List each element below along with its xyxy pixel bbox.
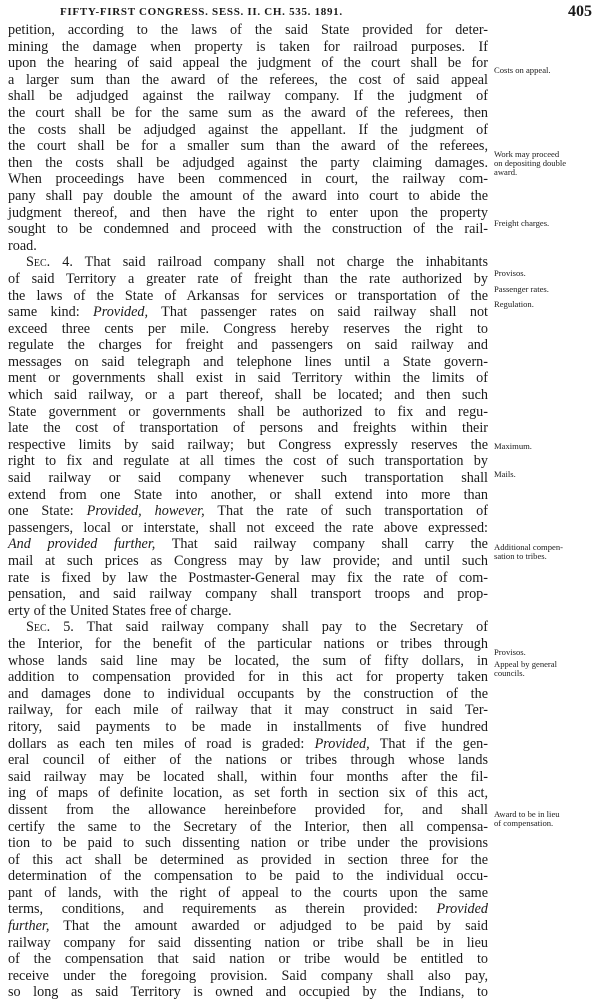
line-text: determination of the compensation to be paid to the individual occu- bbox=[8, 868, 488, 885]
margin-note bbox=[494, 543, 598, 561]
line-text: of this act shall be determined as provided in section three for the bbox=[8, 851, 488, 868]
line-text: rate is fixed by law the Postmaster-General may fix the rate of com- bbox=[8, 569, 488, 586]
margin-note bbox=[494, 150, 598, 178]
text-line bbox=[8, 337, 488, 354]
text-line bbox=[8, 155, 488, 172]
text-line bbox=[8, 370, 488, 387]
margin-note-line: Costs on appeal. bbox=[494, 65, 551, 75]
margin-note bbox=[494, 442, 598, 451]
margin-note-line: Freight charges. bbox=[494, 218, 550, 228]
text-line bbox=[8, 304, 488, 321]
line-text: erty of the United States free of charge. bbox=[8, 602, 232, 619]
margin-note-line: Passenger rates. bbox=[494, 284, 549, 294]
text-line bbox=[8, 885, 488, 902]
margin-note bbox=[494, 66, 598, 75]
line-text: petition, according to the laws of the said State provided for deter- bbox=[8, 22, 488, 38]
text-line bbox=[8, 752, 488, 769]
line-text: railway company for said dissenting nation or tribe shall be in lieu bbox=[8, 934, 488, 951]
line-text: then the costs shall be adjudged against the party claiming damages. bbox=[8, 154, 488, 171]
line-text: so long as said Territory is owned and occupied by the Indians, to bbox=[8, 984, 488, 1001]
line-text: same kind: bbox=[8, 304, 94, 321]
line-text: the Interior, for the benefit of the particular nations or tribes through bbox=[8, 635, 488, 652]
line-text: the court shall be for the same sum as the award of the referees, then bbox=[8, 104, 488, 121]
line-text: shall be adjudged against the railway company. If the judgment of bbox=[8, 88, 488, 105]
margin-note bbox=[494, 269, 598, 278]
line-text: sought to be condemned and proceed with the construction of the rail- bbox=[8, 221, 488, 238]
margin-note-line: award. bbox=[494, 167, 518, 178]
text-line bbox=[8, 22, 488, 39]
line-text-rest: That passenger rates on said railway shall not bbox=[148, 304, 488, 321]
italic-proviso: Provided, bbox=[93, 304, 149, 321]
text-line bbox=[8, 951, 488, 968]
margin-note-line: Regulation. bbox=[494, 299, 534, 309]
margin-note bbox=[494, 470, 598, 479]
margin-note bbox=[494, 300, 598, 309]
section-label: Sec. 5. bbox=[26, 619, 74, 636]
text-line bbox=[8, 968, 488, 985]
text-line bbox=[8, 536, 488, 553]
line-text: upon the hearing of said appeal the judgment of the court shall be for bbox=[8, 55, 488, 72]
margin-note bbox=[494, 810, 598, 828]
text-line bbox=[8, 802, 488, 819]
text-line bbox=[8, 72, 488, 89]
margin-note-line: Additional compen- bbox=[494, 542, 563, 552]
text-line bbox=[8, 171, 488, 188]
line-text: ing of maps of definite location, as set forth in section six of this act, bbox=[8, 785, 488, 802]
line-text: which said railway, or a part thereof, shall be located; and then such bbox=[8, 387, 488, 404]
text-line bbox=[8, 205, 488, 222]
line-text: a larger sum than the award of the referees, the cost of said appeal bbox=[8, 71, 488, 88]
running-title: FIFTY-FIRST CONGRESS. SESS. II. CH. 535. 1891. bbox=[60, 6, 343, 18]
text-line bbox=[8, 603, 488, 620]
statute-text bbox=[8, 22, 488, 1001]
text-line bbox=[8, 188, 488, 205]
margin-note-line: Maximum. bbox=[494, 441, 532, 451]
text-line bbox=[8, 553, 488, 570]
text-line bbox=[8, 653, 488, 670]
page-number: 405 bbox=[568, 3, 592, 20]
text-line bbox=[8, 354, 488, 371]
line-text: said railway may be located shall, within four months after the fil- bbox=[8, 768, 488, 785]
text-line bbox=[8, 686, 488, 703]
text-line bbox=[8, 271, 488, 288]
text-line bbox=[8, 819, 488, 836]
text-line bbox=[8, 984, 488, 1001]
text-line bbox=[8, 404, 488, 421]
text-line bbox=[8, 785, 488, 802]
text-line bbox=[8, 55, 488, 72]
margin-note bbox=[494, 219, 598, 228]
line-text: judgment thereof, and then have the right to enter upon the property bbox=[8, 204, 488, 221]
margin-note-line: Appeal by general bbox=[494, 659, 557, 669]
text-line bbox=[8, 570, 488, 587]
line-text: eral council of either of the nations or tribes through whose lands bbox=[8, 752, 488, 769]
text-line bbox=[8, 387, 488, 404]
line-text: and damages done to individual occupants by the construction of the bbox=[8, 685, 488, 702]
line-text: regulate the charges for freight and passengers on said railway and bbox=[8, 337, 488, 354]
margin-note-line: on depositing double bbox=[494, 158, 567, 169]
line-text: of said Territory a greater rate of freight than the rate authorized by bbox=[8, 270, 488, 287]
margin-note-line: Work may proceed bbox=[494, 149, 560, 159]
italic-proviso: Provided bbox=[436, 901, 488, 918]
text-line bbox=[8, 503, 488, 520]
line-text: extend from one State into another, or shall extend into more than bbox=[8, 486, 488, 503]
text-line bbox=[8, 487, 488, 504]
text-line bbox=[8, 935, 488, 952]
line-text: road. bbox=[8, 237, 37, 254]
text-line bbox=[8, 221, 488, 238]
line-text: addition to compensation provided for in this act for property taken bbox=[8, 669, 488, 686]
line-text: messages on said telegraph and telephone lines until a State govern- bbox=[8, 353, 488, 370]
line-text: the court shall be for a smaller sum than the award of the referees, bbox=[8, 138, 488, 155]
text-line bbox=[8, 88, 488, 105]
margin-note-line: Provisos. bbox=[494, 647, 526, 657]
text-line bbox=[8, 619, 488, 636]
running-header bbox=[0, 3, 600, 23]
margin-note-line: of compensation. bbox=[494, 818, 554, 829]
text-line bbox=[8, 39, 488, 56]
line-text: tion to be paid to such dissenting nation or tribe under the provisions bbox=[8, 835, 488, 852]
line-text: pensation, and said railway company shall transport troops and prop- bbox=[8, 586, 488, 603]
line-text-rest: That if the gen- bbox=[369, 735, 488, 752]
margin-note-line: Provisos. bbox=[494, 268, 526, 278]
text-line bbox=[8, 437, 488, 454]
text-line bbox=[8, 918, 488, 935]
text-line bbox=[8, 288, 488, 305]
line-text: one State: bbox=[8, 503, 87, 520]
line-text: That said railway company shall pay to the Secretary of bbox=[73, 619, 488, 636]
margin-note bbox=[494, 285, 598, 294]
line-text: passengers, local or interstate, shall not exceed the rate above expressed: bbox=[8, 519, 488, 536]
italic-proviso: further, bbox=[8, 918, 50, 935]
text-line bbox=[8, 868, 488, 885]
text-line bbox=[8, 586, 488, 603]
margin-note-line: Award to be in lieu bbox=[494, 809, 560, 819]
line-text: That said railroad company shall not charge the inhabitants bbox=[72, 254, 489, 271]
text-line bbox=[8, 835, 488, 852]
text-line bbox=[8, 138, 488, 155]
section-label: Sec. 4. bbox=[26, 254, 73, 271]
line-text: terms, conditions, and requirements as therein provided: bbox=[8, 901, 437, 918]
text-line bbox=[8, 719, 488, 736]
text-line bbox=[8, 453, 488, 470]
text-line bbox=[8, 254, 488, 271]
italic-proviso: And provided further, bbox=[8, 536, 156, 553]
line-text: mail at such prices as Congress may by law provide; and until such bbox=[8, 553, 488, 569]
line-text: mining the damage when property is taken for railroad purposes. If bbox=[8, 38, 488, 55]
line-text-rest: That said railway company shall carry the bbox=[155, 536, 488, 553]
text-line bbox=[8, 321, 488, 338]
text-line bbox=[8, 769, 488, 786]
margin-note-line: councils. bbox=[494, 668, 525, 679]
line-text: exceed three cents per mile. Congress hereby reserves the right to bbox=[8, 320, 488, 337]
margin-note bbox=[494, 660, 598, 678]
margin-note bbox=[494, 648, 598, 657]
line-text: respective limits by said railway; but Congress expressly reserves the bbox=[8, 436, 488, 453]
line-text: of the compensation that said nation or tribe would be entitled to bbox=[8, 951, 488, 968]
line-text: said railway or said company whenever such transportation shall bbox=[8, 470, 488, 487]
text-line bbox=[8, 105, 488, 122]
margin-note-line: sation to tribes. bbox=[494, 551, 547, 562]
text-line bbox=[8, 470, 488, 487]
text-line bbox=[8, 520, 488, 537]
text-line bbox=[8, 636, 488, 653]
line-text: dissent from the allowance hereinbefore provided for, and shall bbox=[8, 801, 488, 818]
margin-note-line: Mails. bbox=[494, 469, 516, 479]
line-text: pany shall pay double the amount of the award into court to abide the bbox=[8, 187, 488, 204]
italic-proviso: Provided, however, bbox=[86, 503, 205, 520]
text-line bbox=[8, 238, 488, 255]
text-line bbox=[8, 122, 488, 139]
line-text: late the cost of transportation of persons and freights within their bbox=[8, 420, 488, 437]
text-line bbox=[8, 702, 488, 719]
line-text: whose lands said line may be located, the sum of fifty dollars, in bbox=[8, 652, 488, 669]
line-text: ment or governments shall exist in said Territory within the limits of bbox=[8, 370, 488, 387]
line-text: the costs shall be adjudged against the appellant. If the judgment of bbox=[8, 121, 488, 138]
line-text-rest: That the amount awarded or adjudged to be paid by said bbox=[49, 918, 488, 935]
line-text: ritory, said payments to be made in installments of five hundred bbox=[8, 718, 488, 735]
line-text: dollars as each ten miles of road is graded: bbox=[8, 735, 315, 752]
text-line bbox=[8, 852, 488, 869]
line-text-rest: That the rate of such transportation of bbox=[204, 503, 489, 520]
text-line bbox=[8, 420, 488, 437]
line-text: State government or governments shall be authorized to fix and regu- bbox=[8, 403, 488, 420]
line-text: When proceedings have been commenced in court, the railway com- bbox=[8, 171, 488, 188]
italic-proviso: Provided, bbox=[314, 735, 370, 752]
text-line bbox=[8, 736, 488, 753]
text-line bbox=[8, 669, 488, 686]
line-text: railway, for each mile of railway that it may construct in said Ter- bbox=[8, 702, 488, 719]
line-text: certify the same to the Secretary of the Interior, then all compensa- bbox=[8, 818, 488, 835]
line-text: pant of lands, with the right of appeal to the courts upon the same bbox=[8, 884, 488, 901]
line-text: right to fix and regulate at all times the cost of such transportation by bbox=[8, 453, 488, 470]
line-text: the laws of the State of Arkansas for services or transportation of the bbox=[8, 287, 488, 304]
line-text: receive under the foregoing provision. Said company shall also pay, bbox=[8, 967, 488, 984]
